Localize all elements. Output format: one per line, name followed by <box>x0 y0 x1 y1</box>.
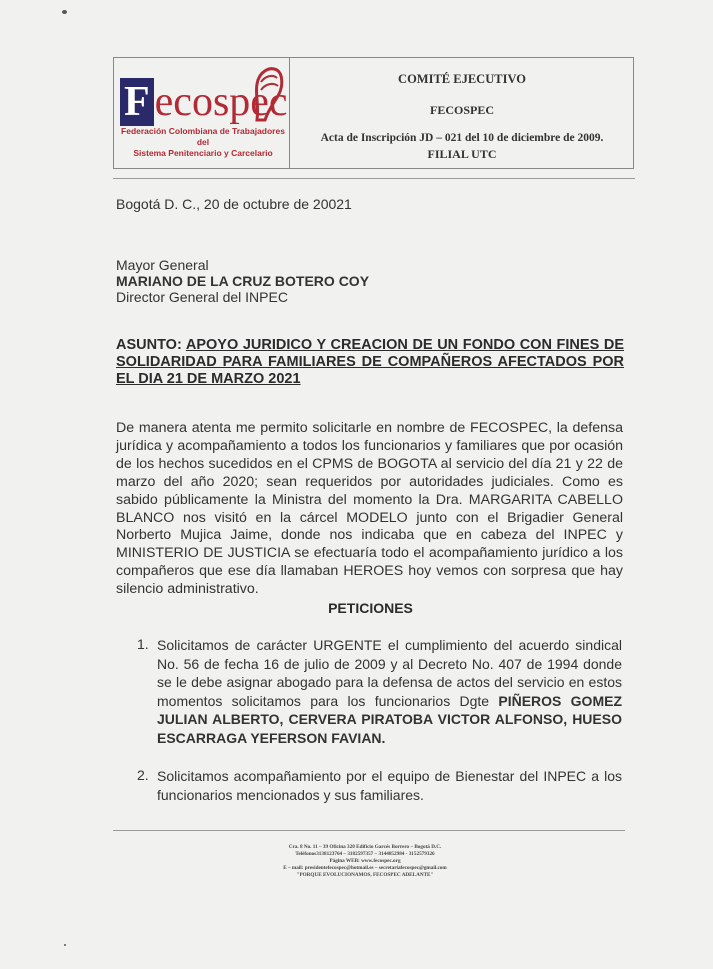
footer-phones: Teléfonos3138123764 – 3182597357 – 3144852984 - 3152579326 <box>295 851 435 857</box>
footer-web: Página WEB: www.fecospec.org <box>329 858 401 864</box>
petition-names: PIÑEROS GOMEZ JULIAN ALBERTO, CERVERA PIRATOBA VICTOR ALFONSO, HUESO ESCARRAGA YEFERSON FAVIAN. <box>157 692 622 746</box>
subject-label: ASUNTO: <box>116 337 182 353</box>
subject-line <box>116 337 624 388</box>
footer-slogan: "PORQUE EVOLUCIONAMOS, FECOSPEC ADELANTE" <box>296 872 434 878</box>
logo-initial: F <box>120 78 154 126</box>
body-paragraph: De manera atenta me permito solicitarle en nombre de FECOSPEC, la defensa jurídica y acompañamiento a todos los funcionarios y familiares que por ocasión de los hechos sucedidos en el CPMS de BOGOTA al servicio del día 21 y 22 de marzo del año 2020; sean requeridos por autoridades judiciales. Como es sabido públicamente la Ministra del momento la Dra. MARGARITA CABELLO BLANCO nos visitó en la cárcel MODELO junto con el Brigadier General Norberto Mujica Jaime, donde nos indicaba que en cabeza del INPEC y MINISTERIO DE JUSTICIA se efectuaría todo el acompañamiento jurídico a los compañeros que ese día llamaban HEROES hoy vemos con sorpresa que hay silencio administrativo. <box>116 420 623 598</box>
org-name: FECOSPEC <box>429 103 494 117</box>
branch-line: FILIAL UTC <box>427 147 497 161</box>
letterhead-info <box>290 58 634 168</box>
raised-fist-icon <box>249 64 285 122</box>
petition-number: 1. <box>137 636 149 652</box>
footer-address: Cra. 8 No. 11 – 39 Oficina 320 Edificio Garcés Borrero – Bogotá D.C. <box>288 844 442 850</box>
logo-tagline <box>118 126 288 159</box>
header-divider <box>113 178 635 179</box>
petitions-title: PETICIONES <box>328 600 413 616</box>
logo-text: ecospec <box>154 79 288 125</box>
petition-item <box>157 636 622 747</box>
scan-speck <box>62 10 67 14</box>
footer-contact <box>200 844 530 879</box>
place-date: Bogotá D. C., 20 de octubre de 20021 <box>116 196 352 212</box>
committee-title: COMITÉ EJECUTIVO <box>398 72 526 86</box>
subject-text: APOYO JURIDICO Y CREACION DE UN FONDO CON FINES DE SOLIDARIDAD PARA FAMILIARES DE COMPAÑEROS AFECTADOS POR EL DIA 21 DE MARZO 2021 <box>116 337 624 387</box>
registration-line: Acta de Inscripción JD – 021 del 10 de diciembre de 2009. <box>320 132 604 144</box>
logo-tagline-line: Federación Colombiana de Trabajadores del <box>121 126 285 147</box>
fecospec-logo <box>114 58 290 168</box>
recipient-title: Mayor General <box>116 257 209 273</box>
scan-speck <box>64 944 66 946</box>
petition-number: 2. <box>137 767 149 783</box>
recipient-name: MARIANO DE LA CRUZ BOTERO COY <box>116 273 370 289</box>
petition-text: Solicitamos de carácter URGENTE el cumplimiento del acuerdo sindical No. 56 de fecha 16 de julio de 2009 y al Decreto No. 407 de 1994 donde se le debe asignar abogado para la defensa de actos del servicio en estos momentos solicitamos para los funcionarios Dgte <box>157 637 622 709</box>
petition-item: Solicitamos acompañamiento por el equipo de Bienestar del INPEC a los funcionarios mencionados y sus familiares. <box>157 768 622 803</box>
footer-email: E – mail: presidentefecospec@hotmail.es – secretariafecospec@gmail.com <box>283 865 447 871</box>
logo-tagline-line: Sistema Penitenciario y Carcelario <box>133 148 273 158</box>
recipient-position: Director General del INPEC <box>116 289 288 305</box>
letterhead-box <box>113 57 634 169</box>
footer-divider <box>113 830 625 831</box>
